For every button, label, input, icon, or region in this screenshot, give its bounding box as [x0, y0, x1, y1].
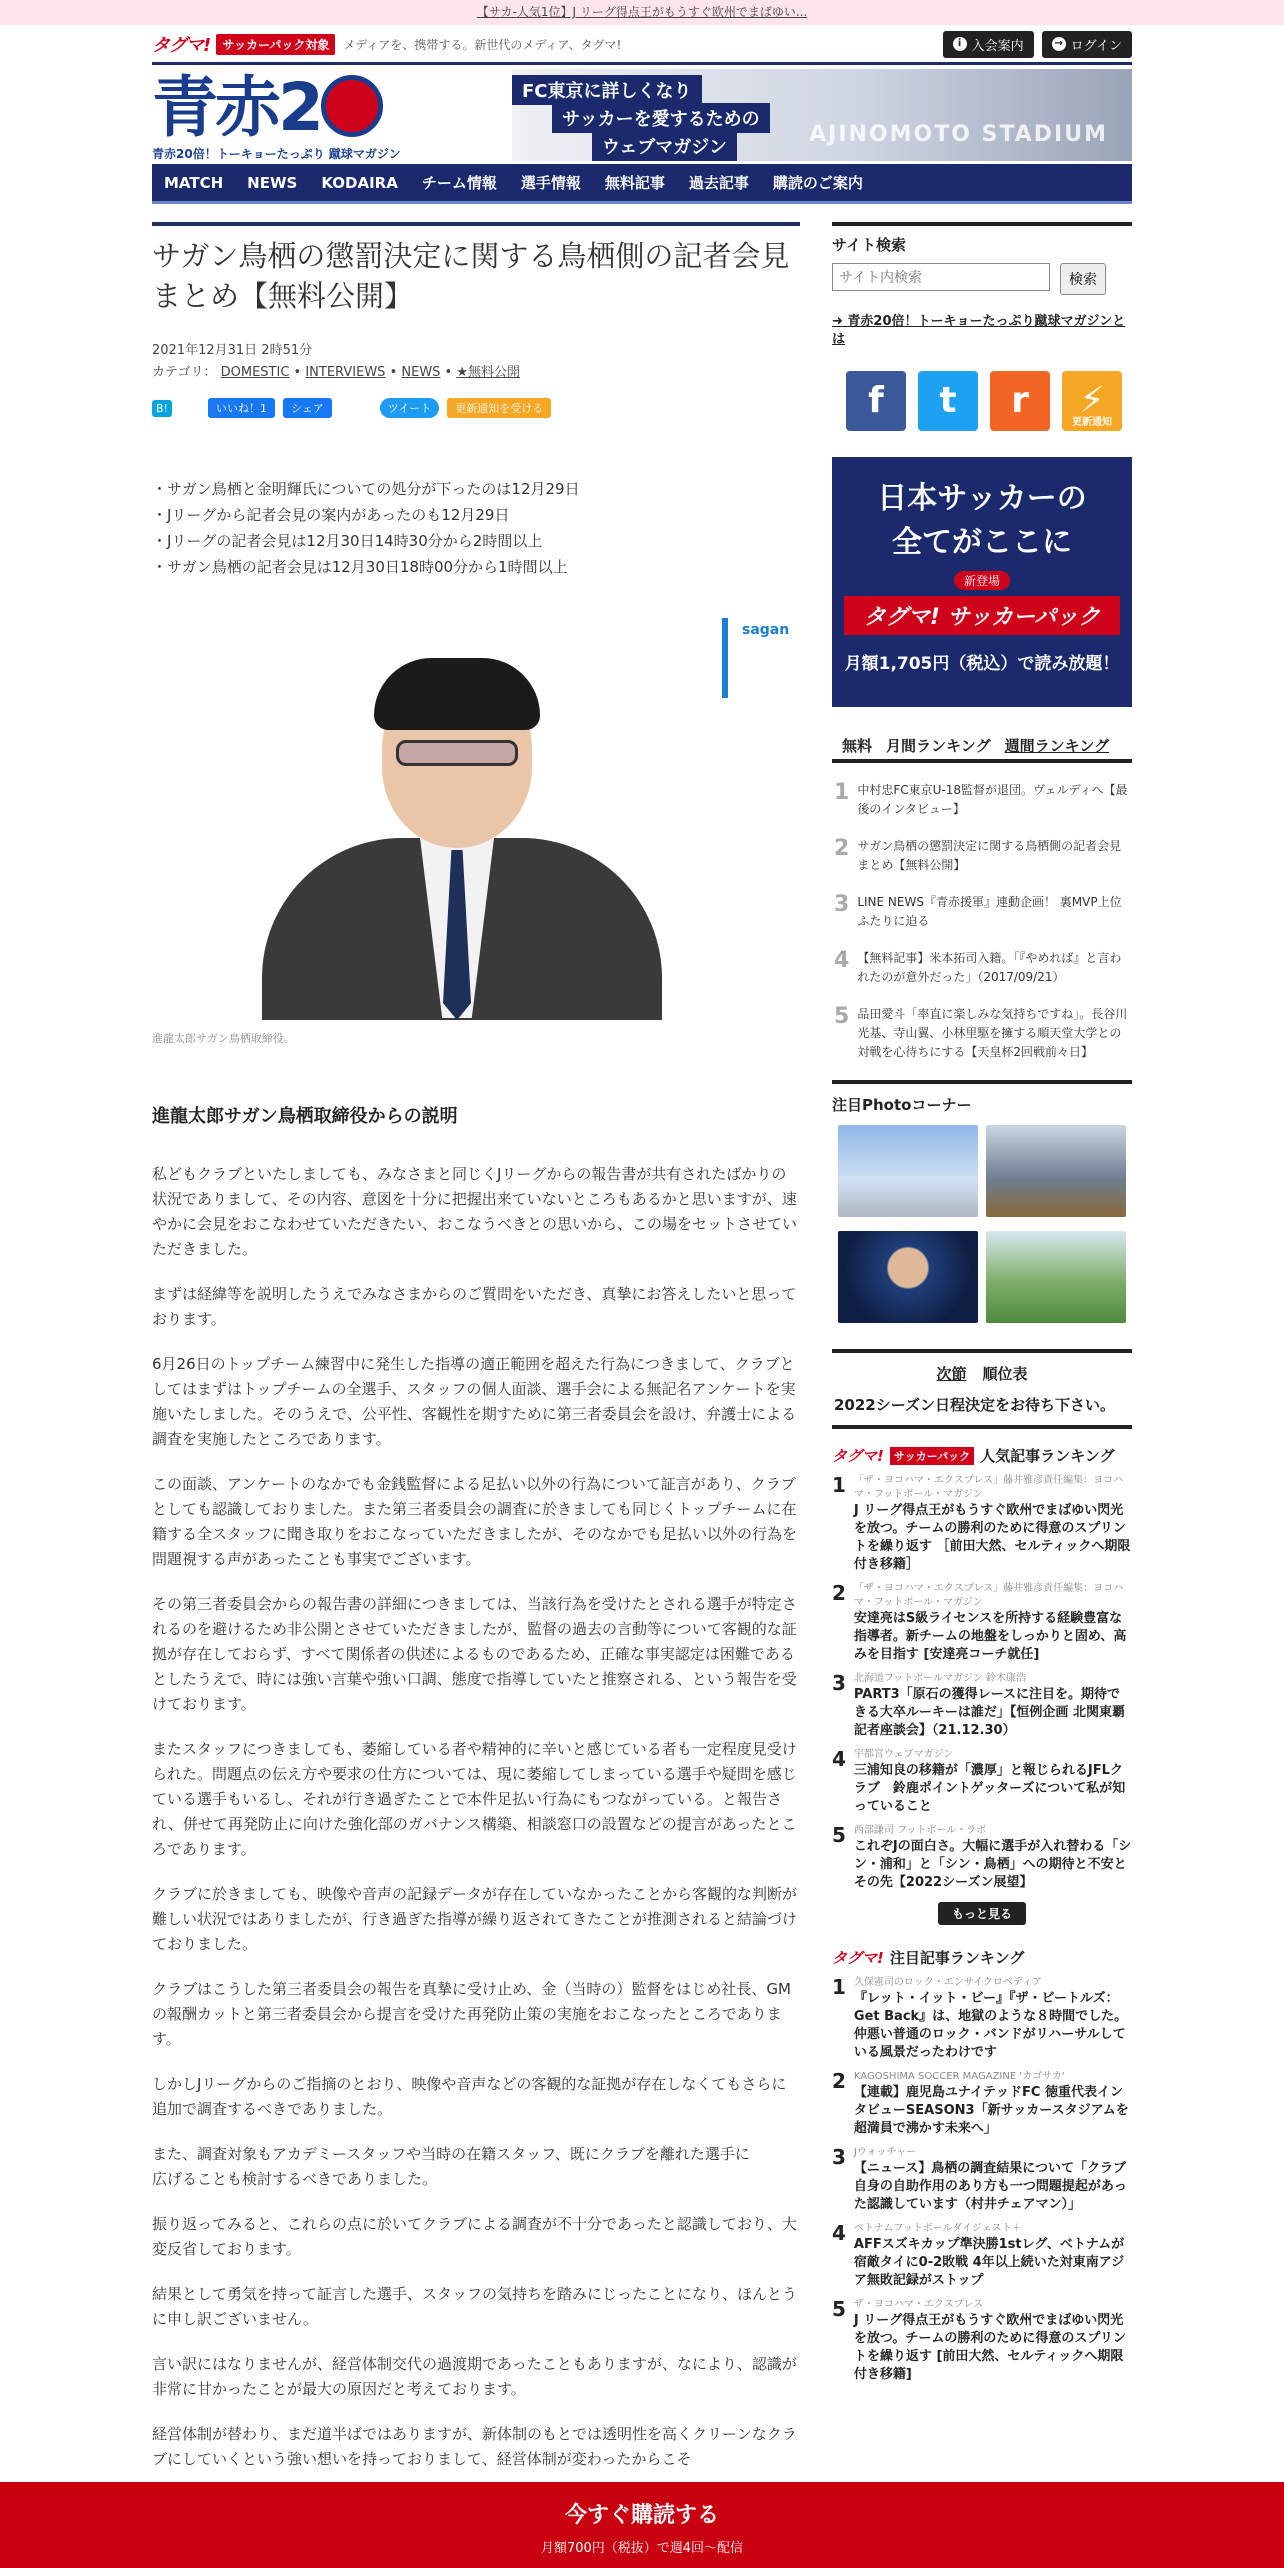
cta-subtitle: 月額700円（税抜）で週4回〜配信	[540, 2541, 744, 2556]
header-banner	[512, 69, 1132, 161]
header-buttons	[943, 31, 1132, 58]
rank-number: 5	[832, 2297, 846, 2321]
tagma-logo: タグマ!	[832, 1949, 884, 1967]
tab-free[interactable]: 無料	[842, 737, 873, 755]
nav-free[interactable]: 無料記事	[604, 174, 665, 192]
paragraph: 私どもクラブといたしましても、みなさまと同じくJリーグからの報告書が共有されたばかりの状況でありまして、その内容、意図を十分に把握出来ていないところもあるかと思いますが、速やかに会見をおこなわせていただきたい、おこなうべきとの思いから、この場をセットさせていただきました。	[152, 1165, 798, 1258]
paragraph: まずは経緯等を説明したうえでみなさまからのご質問をいただき、真摯にお答えしたいと思っております。	[152, 1285, 797, 1328]
soccer-pack-badge: サッカーパック対象	[216, 34, 335, 55]
tab-next-match[interactable]: 次節	[936, 1365, 967, 1383]
item-source: ベトナムフットボールダイジェスト＋	[853, 2223, 1022, 2234]
rank-number: 5	[832, 1823, 846, 1847]
rank-number: 1	[832, 1473, 846, 1497]
nav-match[interactable]: MATCH	[164, 173, 224, 192]
nav-kodaira[interactable]: KODAIRA	[321, 173, 398, 192]
rank-number: 2	[832, 1581, 846, 1605]
article-categories: カテゴリ： DOMESTIC • INTERVIEWS • NEWS • ★無料公開	[152, 365, 521, 380]
site-logo[interactable]	[152, 69, 412, 163]
banner-line-3: ウェブマガジン	[592, 131, 737, 161]
fb-share-button[interactable]: シェア	[283, 398, 332, 418]
list-item[interactable]	[832, 2070, 1132, 2138]
sidebar	[832, 222, 1132, 2384]
facebook-icon[interactable]: f	[846, 371, 906, 431]
category-interviews[interactable]: INTERVIEWS	[305, 365, 386, 380]
photo-thumb[interactable]	[838, 1231, 978, 1323]
tagma-logo[interactable]: タグマ!	[152, 35, 211, 56]
list-item[interactable]	[832, 2146, 1132, 2214]
article-body	[152, 1162, 800, 2472]
item-source: KAGOSHIMA SOCCER MAGAZINE 'カゴサカ'	[853, 2071, 1065, 2082]
list-item[interactable]	[832, 1976, 1132, 2062]
photo-thumbnails	[832, 1125, 1132, 1323]
promo-topbar[interactable]	[0, 0, 1284, 25]
paragraph: 言い訳にはなりませんが、経営体制交代の過渡期であったこともありますが、なにより、認識が非常に甘かったことが最大の原因だと考えております。	[152, 2355, 797, 2398]
ad-line-2: 全てがここに	[892, 525, 1072, 560]
logo-subtitle: 青赤20倍！トーキョーたっぷり 蹴球マガジン	[152, 147, 401, 161]
list-item[interactable]	[832, 997, 1132, 1070]
fixtures-box	[832, 1349, 1132, 1429]
popular-title: 人気記事ランキング	[980, 1447, 1115, 1465]
paragraph: またスタッフにつきましても、萎縮している者や精神的に辛いと感じている者も一定程度見受けられた。問題点の伝え方や要求の仕方については、現に萎縮してしまっている選手や疑問を感じている選手もいるし、それが行き過ぎたことで本件足払い行為にもつながっている。と報告され、併せて再発防止に向けた強化部のガバナンス構築、相談窓口の設置などの提言があったところであります。	[152, 1740, 797, 1858]
sagan-logo-graphic	[722, 618, 792, 698]
article-summary	[152, 476, 800, 580]
category-label: カテゴリ：	[152, 365, 217, 380]
item-source: 久保憲司のロック・エンサイクロペディア	[853, 1977, 1043, 1988]
photo-thumb[interactable]	[986, 1231, 1126, 1323]
tagma-logo: タグマ!	[832, 1447, 884, 1465]
banner-line-2: サッカーを愛するための	[552, 103, 770, 133]
brand-bar	[152, 30, 1132, 58]
item-title: PART3「原石の獲得レースに注目を。期待できる大卒ルーキーは誰だ」【恒例企画 北関東覇記者座談会】（21.12.30）	[853, 1687, 1125, 1738]
about-link-label: 青赤20倍！トーキョーたっぷり蹴球マガジンとは	[832, 314, 1126, 347]
logo-text: 青赤2	[152, 69, 321, 146]
item-source: Jウォッチャー	[853, 2147, 917, 2158]
item-source: 西部謙司 フットボール・ラボ	[853, 1825, 987, 1836]
search-button[interactable]: 検索	[1060, 263, 1106, 295]
join-label: 入会案内	[971, 38, 1024, 54]
paragraph: 経営体制が替わり、まだ道半ばではありますが、新体制のもとでは透明性を高くクリーンなクラブにしていくという強い想いを持っておりまして、経営体制が変わったからこそ	[152, 2425, 797, 2468]
photo-hair	[374, 658, 540, 730]
tab-monthly[interactable]: 月間ランキング	[886, 737, 991, 755]
summary-item: ・Jリーグから記者会見の案内があったのも12月29日	[152, 506, 510, 524]
site-search	[832, 263, 1132, 295]
rank-number: 4	[832, 1747, 846, 1771]
rank-number: 5	[834, 1004, 850, 1029]
rank-title: 【無料記事】米本拓司入籍。「『やめれば』と言われたのが意外だった」（2017/09/21）	[857, 951, 1122, 984]
fixture-message: 2022シーズン日程決定をお待ち下さい。	[834, 1396, 1115, 1414]
main-nav	[152, 164, 1132, 204]
rank-number: 1	[832, 1975, 846, 1999]
article-date: 2021年12月31日 2時51分	[152, 343, 313, 358]
hatena-button[interactable]: B!	[152, 400, 172, 417]
rank-title: 品田愛斗「率直に楽しみな気持ちですね」。長谷川光基、寺山翼、小林里駆を擁する順天堂大学との対戦を心待ちにする【天皇杯2回戦前々日】	[857, 1007, 1128, 1059]
rank-number: 2	[834, 836, 850, 861]
item-title: 【連載】鹿児島ユナイテッドFC 徳重代表インタビューSEASON3「新サッカースタジアムを超満員で沸かす未来へ」	[853, 2085, 1129, 2136]
item-source: 「ザ・ヨコハマ・エクスプレス」藤井雅彦責任編集：ヨコハマ・フットボール・マガジン	[853, 1475, 1124, 1500]
login-label: ログイン	[1070, 38, 1122, 54]
category-news[interactable]: NEWS	[401, 365, 441, 380]
list-item[interactable]	[832, 1582, 1132, 1664]
rank-number: 1	[834, 780, 850, 805]
nav-team[interactable]: チーム情報	[421, 174, 497, 192]
article-title: サガン鳥栖の懲罰決定に関する鳥栖側の記者会見まとめ【無料公開】	[152, 239, 790, 313]
category-domestic[interactable]: DOMESTIC	[220, 365, 290, 380]
banner-line-1: FC東京に詳しくなり	[512, 75, 702, 105]
rank-number: 4	[832, 2221, 846, 2245]
nav-players[interactable]: 選手情報	[520, 174, 581, 192]
nav-news[interactable]: NEWS	[247, 173, 298, 192]
list-item[interactable]	[832, 1824, 1132, 1892]
paragraph: 6月26日のトップチーム練習中に発生した指導の適正範囲を超えた行為につきまして、クラブとしてはまずはトップチームの全選手、スタッフの個人面談、選手会による無記名アンケートを実施いたしました。そのうえで、公平性、客観性を期すために第三者委員会を設け、弁護士による調査を実施したところであります。	[152, 1355, 797, 1448]
featured-title: 注目記事ランキング	[889, 1949, 1025, 1967]
list-item[interactable]	[832, 941, 1132, 997]
cta-title: 今すぐ購読する	[564, 2503, 719, 2528]
list-item[interactable]	[832, 829, 1132, 885]
item-title: 三浦知良の移籍が「濃厚」と報じられるJFLクラブ 鈴鹿ポイントゲッターズについて私が知っていること	[853, 1763, 1126, 1814]
subscribe-cta[interactable]	[0, 2482, 1284, 2568]
item-source: 宇都宮ウェブマガジン	[853, 1749, 954, 1760]
rank-number: 4	[834, 948, 850, 973]
info-icon: i	[953, 37, 967, 51]
category-free[interactable]: ★無料公開	[456, 365, 521, 380]
ad-price: 月額1,705円（税込）で読み放題！	[844, 654, 1120, 674]
tab-standings[interactable]: 順位表	[982, 1365, 1028, 1383]
paragraph: クラブはこうした第三者委員会の報告を真摯に受け止め、金（当時の）監督をはじめ社長、GMの報酬カットと第三者委員会から提言を受けた再発防止策の実施をおこなったところであります。	[152, 1980, 791, 2048]
paragraph: また、調査対象もアカデミースタッフや当時の在籍スタッフ、既にクラブを離れた選手に 広げることも検討するべきでありました。	[152, 2145, 750, 2188]
tweet-button[interactable]: ツイート	[380, 398, 439, 418]
title-rule	[152, 222, 800, 226]
rank-number: 2	[832, 2069, 846, 2093]
rank-number: 3	[834, 892, 850, 917]
rank-title: LINE NEWS『青赤援軍』連動企画！ 裏MVP上位ふたりに迫る	[857, 895, 1122, 928]
more-button[interactable]: もっと見る	[938, 1902, 1026, 1925]
item-title: J リーグ得点王がもうすぐ欧州でまばゆい閃光を放つ。チームの勝利のために得意のスプリントを繰り返す ［前田大然、セルティックへ期限付き移籍］	[853, 1503, 1131, 1572]
like-button[interactable]: いいね！1	[208, 398, 275, 418]
ranking-list	[832, 773, 1132, 1070]
update-notify-icon[interactable]: ⚡ 更新通知	[1062, 371, 1122, 431]
item-source: ザ・ヨコハマ・エクスプレス	[853, 2299, 984, 2310]
login-button[interactable]	[1042, 31, 1132, 58]
login-icon: →	[1052, 37, 1066, 51]
tagline: メディアを、携帯する。新世代のメディア、タグマ!	[343, 37, 622, 52]
notify-button[interactable]: 更新通知を受ける	[447, 398, 551, 418]
paragraph: 結果として勇気を持って証言した選手、スタッフの気持ちを踏みにじったことになり、ほんとうに申し訳ございません。	[152, 2285, 798, 2328]
photo-corner-title: 注目Photoコーナー	[832, 1080, 1132, 1115]
item-title: 【ニュース】鳥栖の調査結果について「クラブ自身の自助作用のあり方も一つ問題提起があった認識しています（村井チェアマン）」	[853, 2161, 1127, 2212]
rank-number: 3	[832, 2145, 846, 2169]
banner-stadium: AJINOMOTO STADIUM	[809, 122, 1108, 147]
article-meta	[152, 340, 800, 384]
join-button[interactable]	[943, 31, 1034, 58]
paragraph: その第三者委員会からの報告書の詳細につきましては、当該行為を受けたとされる選手が特定されるのを避けるため非公開とさせていただきましたが、監督の過去の言動等について客観的な証拠が存在しておらず、すべて関係者の供述によるものであるため、正確な事実認定は困難であるとしたうえで、時には強い言葉や強い口調、態度で指導していたと推察される、という報告を受けております。	[152, 1595, 797, 1713]
search-input[interactable]	[832, 263, 1050, 291]
item-title: AFFスズキカップ準決勝1stレグ、ベトナムが宿敵タイに0-2敗戦 4年以上続いた対東南アジア無敗記録がストップ	[853, 2237, 1125, 2288]
article	[152, 222, 800, 2472]
section-title: 進龍太郎サガン鳥栖取締役からの説明	[152, 1106, 458, 1127]
nav-subscribe[interactable]: 購読のご案内	[772, 174, 863, 192]
update-notify-label: 更新通知	[1072, 417, 1112, 428]
promo-link[interactable]: 【サカ-人気1位】J リーグ得点王がもうすぐ欧州でまばゆい...	[476, 5, 808, 19]
social-links	[832, 371, 1132, 431]
paragraph: 振り返ってみると、これらの点に於いてクラブによる調査が不十分であったと認識しており、大変反省しております。	[152, 2215, 797, 2258]
ranking-tabs	[832, 735, 1132, 763]
rss-icon[interactable]: r	[990, 371, 1050, 431]
popular-ranking	[832, 1445, 1132, 1925]
soccer-pack-ad[interactable]	[832, 457, 1132, 707]
featured-ranking	[832, 1947, 1132, 2384]
masthead	[152, 62, 1132, 162]
rank-title: 中村忠FC東京U-18監督が退団。ヴェルディへ【最後のインタビュー】	[857, 783, 1128, 816]
photo-thumb[interactable]	[986, 1125, 1126, 1217]
ad-new-badge: 新登場	[954, 571, 1010, 590]
article-photo	[152, 618, 800, 1018]
list-item[interactable]	[832, 2222, 1132, 2290]
summary-item: ・サガン鳥栖と金明輝氏についての処分が下ったのは12月29日	[152, 480, 580, 498]
twitter-icon[interactable]: t	[918, 371, 978, 431]
item-title: 安達亮はS級ライセンスを所持する経験豊富な指導者。新チームの地盤をしっかりと固め、高みを目指す [安達亮コーチ就任]	[853, 1611, 1127, 1662]
ad-pack-name: タグマ! サッカーパック	[844, 596, 1120, 635]
paragraph: クラブに於きましても、映像や音声の記録データが存在していなかったことから客観的な判断が難しい状況ではありましたが、行き過ぎた指導が繰り返されてきたことが推測されると結論づけておりました。	[152, 1885, 798, 1953]
item-source: 北海道フットボールマガジン 鈴木康浩	[853, 1673, 1026, 1684]
ad-line-1: 日本サッカーの	[877, 481, 1087, 516]
rank-number: 3	[832, 1671, 846, 1695]
share-buttons	[152, 398, 800, 418]
summary-item: ・サガン鳥栖の記者会見は12月30日18時00分から1時間以上	[152, 558, 568, 576]
about-link[interactable]: ➜ 青赤20倍！トーキョーたっぷり蹴球マガジンとは	[832, 314, 1126, 347]
soccer-pack-badge: サッカーパック	[890, 1447, 974, 1465]
paragraph: しかしJリーグからのご指摘のとおり、映像や音声などの客観的な証拠が存在しなくてもさらに追加で調査するべきでありました。	[152, 2075, 787, 2118]
photo-thumb[interactable]	[838, 1125, 978, 1217]
sagan-logo-text: sagan	[742, 622, 790, 638]
tab-weekly[interactable]: 週間ランキング	[1004, 737, 1110, 755]
nav-archive[interactable]: 過去記事	[688, 174, 749, 192]
search-title: サイト検索	[832, 222, 1132, 255]
list-item[interactable]	[832, 773, 1132, 829]
photo-caption: 進龍太郎サガン鳥栖取締役。	[152, 1032, 295, 1045]
list-item[interactable]	[832, 1474, 1132, 1574]
list-item[interactable]	[832, 885, 1132, 941]
soccer-ball-icon	[321, 75, 383, 137]
item-source: 「ザ・ヨコハマ・エクスプレス」藤井雅彦責任編集：ヨコハマ・フットボール・マガジン	[853, 1583, 1124, 1608]
list-item[interactable]	[832, 1748, 1132, 1816]
list-item[interactable]	[832, 2298, 1132, 2384]
item-title: J リーグ得点王がもうすぐ欧州でまばゆい閃光を放つ。チームの勝利のために得意のスプリントを繰り返す [前田大然、セルティックへ期限付き移籍]	[853, 2313, 1126, 2382]
item-title: これぞJの面白さ。大幅に選手が入れ替わる「シン・浦和」と「シン・鳥栖」への期待と不安とその先【2022シーズン展望】	[853, 1839, 1132, 1890]
paragraph: この面談、アンケートのなかでも金銭監督による足払い以外の行為について証言があり、クラブとしても認識しておりました。また第三者委員会の調査に於きましても同じくトップチームに在籍する全スタッフに聞き取りをおこなっていただきましたが、そのなかでも足払い以外の行為を問題視する声があったことも事実でございます。	[152, 1475, 798, 1568]
photo-glasses	[396, 740, 518, 766]
item-title: 『レット・イット・ビー』『ザ・ビートルズ：Get Back』は、地獄のような８時間でした。仲悪い普通のロック・バンドがリハーサルしている風景だったわけです	[853, 1991, 1128, 2060]
summary-item: ・Jリーグの記者会見は12月30日14時30分から2時間以上	[152, 532, 543, 550]
list-item[interactable]	[832, 1672, 1132, 1740]
rank-title: サガン鳥栖の懲罰決定に関する鳥栖側の記者会見まとめ【無料公開】	[857, 839, 1122, 872]
